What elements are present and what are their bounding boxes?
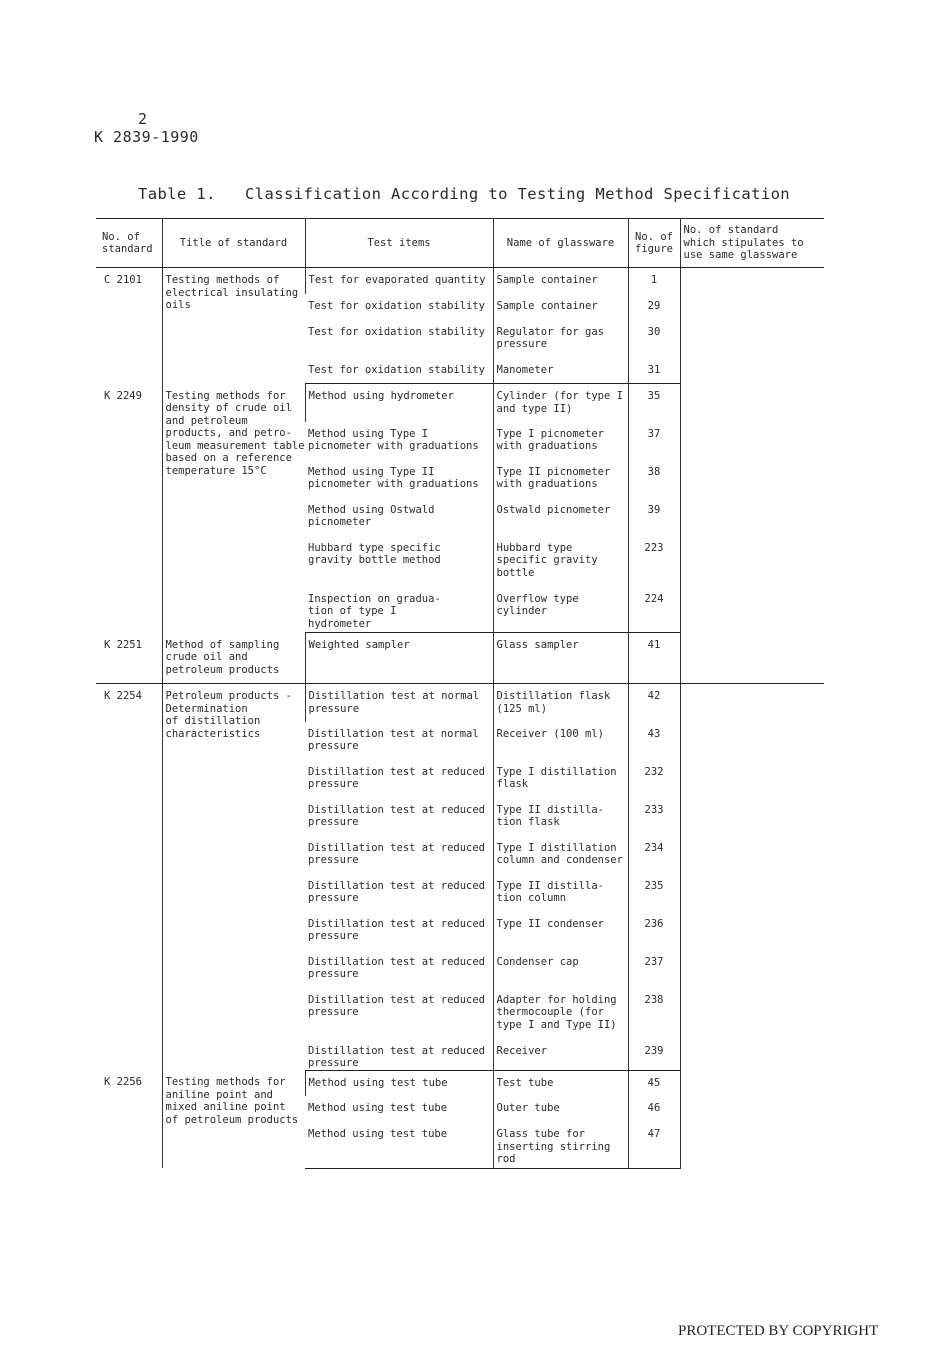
cell-standard-number: K 2256 (104, 1076, 142, 1088)
cell-figure-number: 47 (628, 1122, 680, 1168)
cell-test-item: Distillation test at reduced pressure (308, 841, 486, 866)
cell-test-item: Distillation test at reduced pressure (308, 917, 486, 942)
copyright-notice: PROTECTED BY COPYRIGHT (678, 1323, 879, 1339)
cell-test-item: Test for oxidation stability (308, 325, 486, 338)
cell-figure-number: 46 (628, 1096, 680, 1122)
page-number: 2 (138, 110, 148, 128)
cell-same-glassware-standard (680, 1070, 824, 1168)
cell-figure-number: 235 (628, 874, 680, 912)
table-row (96, 1070, 824, 1096)
cell-glassware-name: Regulator for gas pressure (493, 320, 628, 358)
table-caption: Table 1. Classification According to Testing Method Specification (138, 185, 791, 203)
table-body (96, 268, 824, 1169)
cell-standard-title: Testing methods of electrical insulating oils (162, 268, 305, 384)
cell-figure-number: 233 (628, 798, 680, 836)
cell-figure-number: 234 (628, 836, 680, 874)
cell-glassware-name: Condenser cap (493, 950, 628, 988)
header-title-of-standard: Title of standard (162, 219, 305, 268)
cell-glassware-name: Sample container (493, 294, 628, 320)
cell-test-item: Distillation test at reduced pressure (308, 993, 486, 1018)
cell-glassware-name: Type II picnometer with graduations (493, 460, 628, 498)
cell-standard-title: Method of sampling crude oil and petroleum products (162, 633, 305, 684)
cell-glassware-name: Ostwald picnometer (493, 498, 628, 536)
cell-test-item: Method using Type II picnometer with graduations (308, 465, 479, 490)
header-name-of-glassware: Name of glassware (493, 219, 628, 268)
cell-figure-number: 29 (628, 294, 680, 320)
cell-standard-number: K 2249 (104, 389, 142, 402)
cell-figure-number: 224 (628, 587, 680, 633)
cell-figure-number: 237 (628, 950, 680, 988)
cell-glassware-name: Type II distilla- tion flask (493, 798, 628, 836)
cell-test-item: Distillation test at normal pressure (305, 684, 493, 722)
cell-glassware-name: Distillation flask (125 ml) (493, 684, 628, 722)
cell-glassware-name: Outer tube (493, 1096, 628, 1122)
cell-test-item: Test for evaporated quantity (305, 268, 493, 294)
cell-glassware-name: Glass tube for inserting stirring rod (493, 1122, 628, 1168)
cell-test-item: Test for oxidation stability (308, 299, 486, 312)
cell-glassware-name: Glass sampler (493, 633, 628, 684)
cell-standard-number: C 2101 (104, 274, 142, 286)
table-row (96, 268, 824, 294)
cell-figure-number: 43 (628, 722, 680, 760)
cell-standard-title: Testing methods for aniline point and mixed aniline point of petroleum products (162, 1070, 305, 1168)
cell-same-glassware-standard (680, 384, 824, 633)
cell-glassware-name: Adapter for holding thermocouple (for type I and Type II) (493, 988, 628, 1039)
classification-table (96, 218, 824, 1169)
cell-glassware-name: Hubbard type specific gravity bottle (493, 536, 628, 587)
cell-glassware-name: Type I distillation column and condenser (493, 836, 628, 874)
header-no-of-figure: No. of figure (628, 219, 680, 268)
table-row (96, 633, 824, 684)
cell-figure-number: 238 (628, 988, 680, 1039)
cell-glassware-name: Receiver (493, 1039, 628, 1071)
cell-test-item: Distillation test at reduced pressure (308, 803, 486, 828)
header-same-glassware: No. of standard which stipulates to use same glassware (680, 219, 824, 268)
cell-figure-number: 239 (628, 1039, 680, 1071)
cell-glassware-name: Sample container (493, 268, 628, 294)
cell-glassware-name: Cylinder (for type I and type II) (493, 384, 628, 422)
cell-glassware-name: Type II condenser (493, 912, 628, 950)
cell-figure-number: 45 (628, 1070, 680, 1096)
cell-standard-title: Testing methods for density of crude oil and petroleum products, and petro- leum measurement table based on a reference temperature 15°C (162, 384, 305, 633)
cell-test-item: Method using hydrometer (305, 384, 493, 422)
cell-figure-number: 41 (628, 633, 680, 684)
cell-test-item: Distillation test at reduced pressure (308, 765, 486, 790)
cell-figure-number: 223 (628, 536, 680, 587)
cell-figure-number: 236 (628, 912, 680, 950)
cell-test-item: Method using test tube (305, 1070, 493, 1096)
cell-test-item: Distillation test at reduced pressure (308, 955, 486, 980)
cell-figure-number: 37 (628, 422, 680, 460)
cell-test-item: Inspection on gradua- tion of type I hydrometer (305, 587, 493, 633)
cell-figure-number: 31 (628, 358, 680, 384)
cell-same-glassware-standard (680, 684, 824, 1071)
cell-figure-number: 30 (628, 320, 680, 358)
cell-figure-number: 1 (628, 268, 680, 294)
cell-test-item: Weighted sampler (305, 633, 493, 684)
cell-same-glassware-standard (680, 633, 824, 684)
cell-figure-number: 35 (628, 384, 680, 422)
cell-standard-number: K 2251 (96, 633, 162, 684)
cell-figure-number: 39 (628, 498, 680, 536)
cell-standard-number: K 2254 (104, 690, 142, 702)
cell-standard-title: Petroleum products - Determination of distillation characteristics (162, 684, 305, 1071)
header-no-of-standard: No. of standard (96, 219, 162, 268)
cell-test-item: Distillation test at normal pressure (308, 727, 479, 752)
cell-glassware-name: Manometer (493, 358, 628, 384)
cell-figure-number: 38 (628, 460, 680, 498)
cell-test-item: Hubbard type specific gravity bottle method (308, 541, 441, 566)
cell-test-item: Method using Type I picnometer with graduations (308, 427, 479, 452)
cell-same-glassware-standard (680, 268, 824, 384)
standard-code: K 2839-1990 (94, 128, 199, 146)
cell-glassware-name: Receiver (100 ml) (493, 722, 628, 760)
table-row (96, 684, 824, 722)
cell-glassware-name: Overflow type cylinder (493, 587, 628, 633)
cell-test-item: Test for oxidation stability (305, 358, 493, 384)
cell-test-item: Method using Ostwald picnometer (308, 503, 435, 528)
cell-figure-number: 232 (628, 760, 680, 798)
cell-test-item: Distillation test at reduced pressure (305, 1039, 493, 1071)
cell-glassware-name: Test tube (493, 1070, 628, 1096)
cell-glassware-name: Type II distilla- tion column (493, 874, 628, 912)
cell-figure-number: 42 (628, 684, 680, 722)
cell-glassware-name: Type I distillation flask (493, 760, 628, 798)
cell-test-item: Method using test tube (308, 1102, 448, 1114)
page-header (94, 110, 199, 146)
cell-glassware-name: Type I picnometer with graduations (493, 422, 628, 460)
cell-test-item: Distillation test at reduced pressure (308, 879, 486, 904)
table-header-row (96, 219, 824, 268)
header-test-items: Test items (305, 219, 493, 268)
classification-table-wrapper (96, 218, 824, 1169)
cell-test-item: Method using test tube (305, 1122, 493, 1168)
table-row (96, 384, 824, 422)
